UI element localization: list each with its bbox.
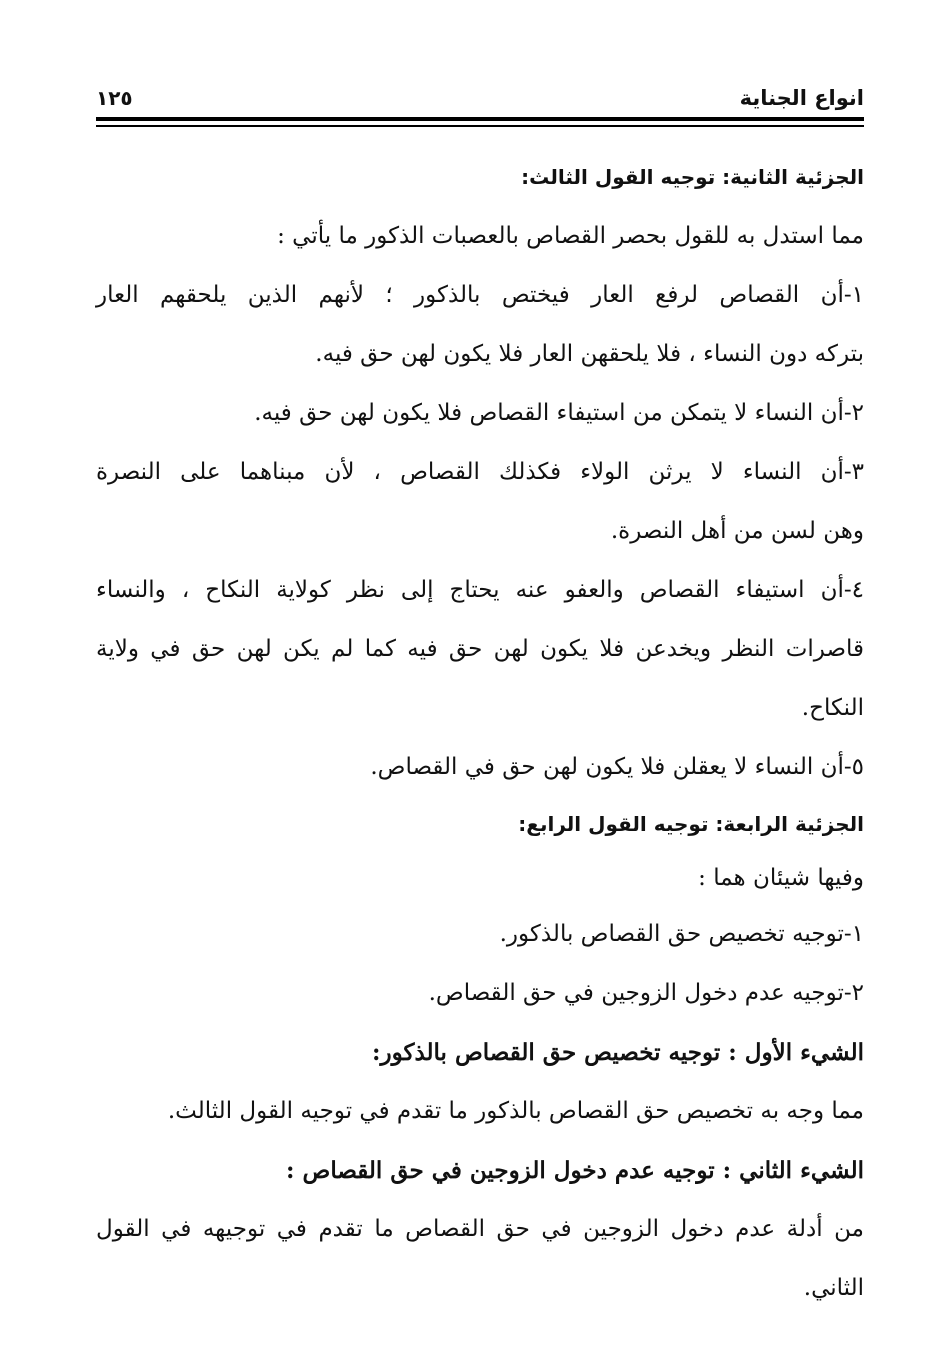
section-heading: الجزئية الرابعة: توجيه القول الرابع:	[518, 812, 864, 836]
text-line: وهن لسن من أهل النصرة.	[610, 518, 864, 544]
text-line: بتركه دون النساء ، فلا يلحقهن العار فلا يكون لهن حق فيه.	[315, 341, 864, 367]
book-page	[96, 76, 864, 1316]
list-item-line: ٥-أن النساء لا يعقلن فلا يكون لهن حق في القصاص.	[370, 754, 864, 780]
page-number: ١٢٥	[96, 86, 133, 110]
list-item-line: ٢-أن النساء لا يتمكن من استيفاء القصاص فلا يكون لهن حق فيه.	[254, 400, 864, 426]
list-item-line: ١-أن القصاص لرفع العار فيختص بالذكور ؛ لأنهم الذين يلحقهم العار	[96, 282, 864, 308]
section-heading: الجزئية الثانية: توجيه القول الثالث:	[521, 165, 864, 189]
text-line: مما استدل به للقول بحصر القصاص بالعصبات الذكور ما يأتي :	[277, 223, 864, 249]
text-line: وفيها شيئان هما :	[698, 865, 864, 891]
text-line: مما وجه به تخصيص حق القصاص بالذكور ما تقدم في توجيه القول الثالث.	[167, 1098, 864, 1124]
text-line: قاصرات النظر ويخدعن فلا يكون لهن حق فيه كما لم يكن لهن حق في ولاية	[96, 636, 864, 662]
header-rule-thin	[96, 125, 864, 127]
list-item-line: ٤-أن استيفاء القصاص والعفو عنه يحتاج إلى نظر كولاية النكاح ، والنساء	[96, 577, 864, 603]
list-item-line: ١-توجيه تخصيص حق القصاص بالذكور.	[499, 921, 864, 947]
running-title: انواع الجناية	[739, 86, 864, 110]
page-header	[96, 84, 864, 112]
subsection-heading: الشيء الأول : توجيه تخصيص حق القصاص بالذكور:	[372, 1039, 864, 1066]
text-line: الثاني.	[803, 1275, 864, 1301]
text-line: النكاح.	[801, 695, 864, 721]
page-body	[96, 148, 864, 1318]
text-line: من أدلة عدم دخول الزوجين في حق القصاص ما تقدم في توجيهه في القول	[96, 1216, 864, 1242]
header-rule-thick	[96, 117, 864, 121]
list-item-line: ٢-توجيه عدم دخول الزوجين في حق القصاص.	[428, 980, 864, 1006]
subsection-heading: الشيء الثاني : توجيه عدم دخول الزوجين في حق القصاص :	[286, 1157, 864, 1184]
list-item-line: ٣-أن النساء لا يرثن الولاء فكذلك القصاص ، لأن مبناهما على النصرة	[96, 459, 864, 485]
